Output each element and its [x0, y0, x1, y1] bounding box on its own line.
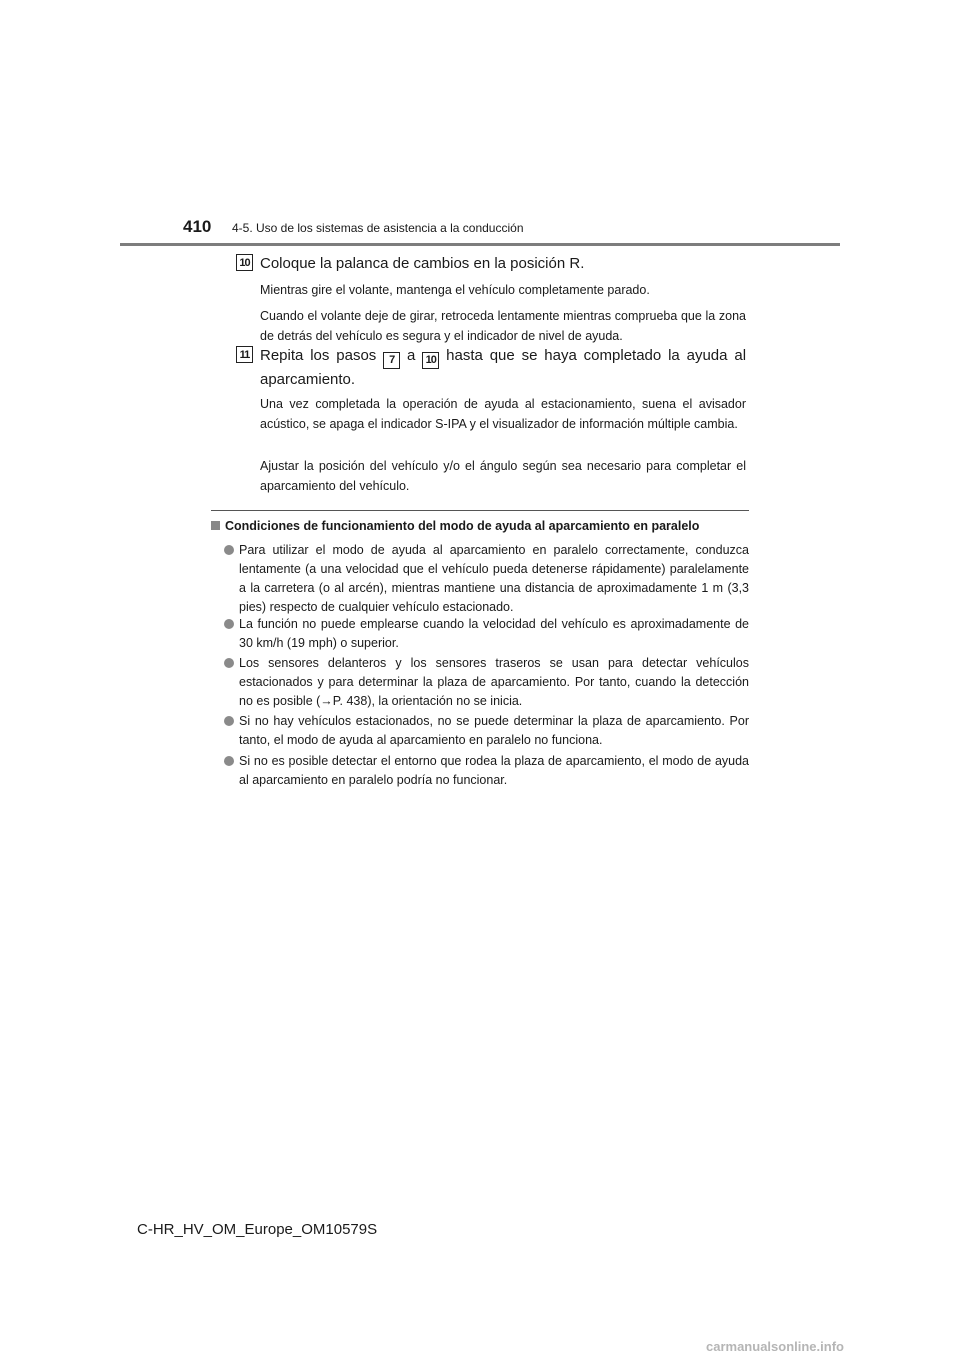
bullet-text: Los sensores delanteros y los sensores traseros se usan para detectar vehículos estacionados y para determinar la plaza de aparcamiento. Por tanto, cuando la detección no es posible (→P. 438), la orientación no se inicia.	[239, 656, 749, 708]
bullet-dot-icon	[224, 756, 234, 766]
page-number: 410	[183, 217, 212, 236]
bullet-dot-icon	[224, 658, 234, 668]
step-title	[260, 345, 746, 391]
step-number-badge: 10	[236, 254, 253, 271]
step-note: Una vez completada la operación de ayuda al estacionamiento, suena el avisador acústico, se apaga el indicador S-IPA y el visualizador de información múltiple cambia.	[260, 397, 746, 431]
bullet-text: Si no hay vehículos estacionados, no se puede determinar la plaza de aparcamiento. Por tanto, el modo de ayuda al aparcamiento en paralelo no funciona.	[239, 714, 749, 747]
document-code: C-HR_HV_OM_Europe_OM10579S	[137, 1221, 378, 1238]
bullet-text: Si no es posible detectar el entorno que rodea la plaza de aparcamiento, el modo de ayuda al aparcamiento en paralelo podría no funcionar.	[239, 754, 749, 787]
step-number-badge: 11	[236, 346, 253, 363]
step-note: Mientras gire el volante, mantenga el vehículo completamente parado.	[260, 283, 650, 297]
watermark[interactable]: carmanualsonline.info	[706, 1339, 844, 1354]
section-divider	[211, 510, 749, 511]
step-title: Coloque la palanca de cambios en la posición R.	[260, 255, 585, 272]
step-ref-badge: 7	[383, 352, 400, 369]
step-note: Ajustar la posición del vehículo y/o el ángulo según sea necesario para completar el aparcamiento del vehículo.	[260, 459, 746, 493]
bullet-dot-icon	[224, 716, 234, 726]
step-note: Cuando el volante deje de girar, retroceda lentamente mientras comprueba que la zona de detrás del vehículo es segura y el indicador de nivel de ayuda.	[260, 309, 746, 343]
step-title-text: a	[407, 347, 416, 364]
step-title-text: Repita los pasos	[260, 347, 377, 364]
square-bullet-icon	[211, 521, 220, 530]
section-title: 4-5. Uso de los sistemas de asistencia a la conducción	[232, 221, 524, 235]
header-rule	[120, 243, 840, 246]
step-title-text: hasta que se haya completado la ayuda al aparcamiento.	[260, 347, 747, 388]
bullet-text: La función no puede emplearse cuando la velocidad del vehículo es aproximadamente de 30 km/h (19 mph) o superior.	[239, 617, 749, 650]
bullet-dot-icon	[224, 545, 234, 555]
conditions-heading-text: Condiciones de funcionamiento del modo de ayuda al aparcamiento en paralelo	[225, 519, 700, 533]
bullet-dot-icon	[224, 619, 234, 629]
bullet-text: Para utilizar el modo de ayuda al aparcamiento en paralelo correctamente, conduzca lentamente (a una velocidad que el vehículo pueda detenerse rápidamente) paralelamente a la carretera (o al arcén), mientras mantiene una distancia de aproximadamente 1 m (3,3 pies) respecto de cualquier vehículo estacionado.	[239, 543, 749, 614]
conditions-heading	[211, 519, 699, 533]
step-ref-badge: 10	[422, 352, 439, 369]
